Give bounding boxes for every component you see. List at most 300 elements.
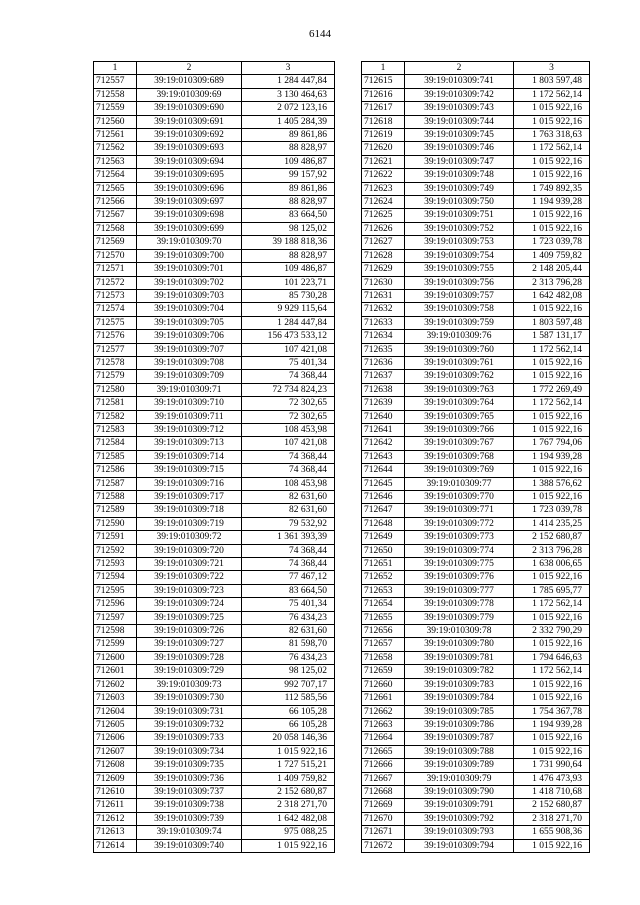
- value-cell: 77 467,12: [242, 571, 335, 584]
- value-cell: 101 223,71: [242, 276, 335, 289]
- row-number-cell: 712657: [362, 638, 405, 651]
- table-row: [94, 437, 335, 450]
- cadastral-number-cell: 39:19:010309:787: [405, 732, 514, 745]
- row-number-cell: 712559: [94, 102, 137, 115]
- table-row: [362, 772, 590, 785]
- table-row: [362, 477, 590, 490]
- value-cell: 1 015 922,16: [514, 169, 590, 182]
- cadastral-number-cell: 39:19:010309:782: [405, 665, 514, 678]
- row-number-cell: 712564: [94, 169, 137, 182]
- cadastral-number-cell: 39:19:010309:720: [137, 544, 242, 557]
- table-row: [94, 75, 335, 88]
- table-row: [94, 263, 335, 276]
- row-number-cell: 712587: [94, 477, 137, 490]
- cadastral-number-cell: 39:19:010309:767: [405, 437, 514, 450]
- cadastral-number-cell: 39:19:010309:721: [137, 558, 242, 571]
- value-cell: 39 188 818,36: [242, 236, 335, 249]
- cadastral-number-cell: 39:19:010309:702: [137, 276, 242, 289]
- cadastral-number-cell: 39:19:010309:707: [137, 343, 242, 356]
- value-cell: 85 730,28: [242, 289, 335, 302]
- table-row: [362, 316, 590, 329]
- table-row: [362, 544, 590, 557]
- table-row: [362, 397, 590, 410]
- column-header: 2: [405, 62, 514, 75]
- row-number-cell: 712672: [362, 839, 405, 852]
- cadastral-number-cell: 39:19:010309:698: [137, 209, 242, 222]
- table-row: [94, 678, 335, 691]
- table-row: [362, 129, 590, 142]
- row-number-cell: 712648: [362, 517, 405, 530]
- cadastral-number-cell: 39:19:010309:690: [137, 102, 242, 115]
- cadastral-number-cell: 39:19:010309:724: [137, 598, 242, 611]
- table-row: [94, 343, 335, 356]
- row-number-cell: 712611: [94, 799, 137, 812]
- row-number-cell: 712576: [94, 330, 137, 343]
- value-cell: 1 405 284,39: [242, 115, 335, 128]
- table-row: [362, 638, 590, 651]
- table-row: [94, 839, 335, 852]
- value-cell: 1 015 922,16: [514, 303, 590, 316]
- table-row: [94, 504, 335, 517]
- row-number-cell: 712646: [362, 491, 405, 504]
- value-cell: 3 130 464,63: [242, 88, 335, 101]
- column-header: 1: [94, 62, 137, 75]
- row-number-cell: 712627: [362, 236, 405, 249]
- table-row: [362, 88, 590, 101]
- row-number-cell: 712617: [362, 102, 405, 115]
- value-cell: 1 731 990,64: [514, 759, 590, 772]
- cadastral-number-cell: 39:19:010309:725: [137, 611, 242, 624]
- cadastral-number-cell: 39:19:010309:713: [137, 437, 242, 450]
- table-row: [362, 517, 590, 530]
- column-header: 2: [137, 62, 242, 75]
- table-row: [362, 196, 590, 209]
- table-row: [362, 491, 590, 504]
- cadastral-number-cell: 39:19:010309:769: [405, 464, 514, 477]
- table-row: [362, 169, 590, 182]
- row-number-cell: 712639: [362, 397, 405, 410]
- value-cell: 107 421,08: [242, 437, 335, 450]
- cadastral-number-cell: 39:19:010309:71: [137, 383, 242, 396]
- row-number-cell: 712558: [94, 88, 137, 101]
- cadastral-number-cell: 39:19:010309:689: [137, 75, 242, 88]
- cadastral-number-cell: 39:19:010309:763: [405, 383, 514, 396]
- column-header: 1: [362, 62, 405, 75]
- row-number-cell: 712608: [94, 759, 137, 772]
- cadastral-number-cell: 39:19:010309:77: [405, 477, 514, 490]
- table-row: [94, 464, 335, 477]
- row-number-cell: 712654: [362, 598, 405, 611]
- cadastral-number-cell: 39:19:010309:743: [405, 102, 514, 115]
- value-cell: 108 453,98: [242, 477, 335, 490]
- cadastral-number-cell: 39:19:010309:776: [405, 571, 514, 584]
- row-number-cell: 712613: [94, 826, 137, 839]
- table-row: [94, 812, 335, 825]
- row-number-cell: 712577: [94, 343, 137, 356]
- row-number-cell: 712578: [94, 356, 137, 369]
- row-number-cell: 712591: [94, 531, 137, 544]
- cadastral-number-cell: 39:19:010309:773: [405, 531, 514, 544]
- value-cell: 88 828,97: [242, 142, 335, 155]
- row-number-cell: 712637: [362, 370, 405, 383]
- value-cell: 992 707,17: [242, 678, 335, 691]
- value-cell: 1 723 039,78: [514, 236, 590, 249]
- row-number-cell: 712604: [94, 705, 137, 718]
- table-row: [362, 115, 590, 128]
- page-number: 6144: [309, 28, 331, 40]
- value-cell: 98 125,02: [242, 222, 335, 235]
- row-number-cell: 712665: [362, 745, 405, 758]
- cadastral-number-cell: 39:19:010309:708: [137, 356, 242, 369]
- cadastral-number-cell: 39:19:010309:781: [405, 651, 514, 664]
- table-row: [94, 705, 335, 718]
- value-cell: 1 655 908,36: [514, 826, 590, 839]
- value-cell: 2 332 790,29: [514, 625, 590, 638]
- value-cell: 2 318 271,70: [242, 799, 335, 812]
- value-cell: 1 409 759,82: [242, 772, 335, 785]
- table-row: [362, 249, 590, 262]
- value-cell: 82 631,60: [242, 491, 335, 504]
- value-cell: 75 401,34: [242, 598, 335, 611]
- table-row: [362, 383, 590, 396]
- value-cell: 83 664,50: [242, 209, 335, 222]
- table-row: [362, 102, 590, 115]
- value-cell: 1 015 922,16: [514, 745, 590, 758]
- value-cell: 79 532,92: [242, 517, 335, 530]
- row-number-cell: 712663: [362, 718, 405, 731]
- table-row: [362, 222, 590, 235]
- row-number-cell: 712621: [362, 155, 405, 168]
- cadastral-number-cell: 39:19:010309:733: [137, 732, 242, 745]
- cadastral-number-cell: 39:19:010309:784: [405, 692, 514, 705]
- cadastral-number-cell: 39:19:010309:760: [405, 343, 514, 356]
- table-row: [362, 531, 590, 544]
- row-number-cell: 712623: [362, 182, 405, 195]
- value-cell: 156 473 533,12: [242, 330, 335, 343]
- value-cell: 109 486,87: [242, 263, 335, 276]
- row-number-cell: 712635: [362, 343, 405, 356]
- table-row: [362, 678, 590, 691]
- cadastral-number-cell: 39:19:010309:750: [405, 196, 514, 209]
- table-header-row: [94, 62, 335, 75]
- table-row: [362, 303, 590, 316]
- row-number-cell: 712618: [362, 115, 405, 128]
- table-row: [94, 129, 335, 142]
- table-row: [362, 356, 590, 369]
- row-number-cell: 712560: [94, 115, 137, 128]
- cadastral-number-cell: 39:19:010309:714: [137, 450, 242, 463]
- row-number-cell: 712624: [362, 196, 405, 209]
- table-row: [362, 584, 590, 597]
- table-row: [94, 571, 335, 584]
- cadastral-number-cell: 39:19:010309:694: [137, 155, 242, 168]
- row-number-cell: 712662: [362, 705, 405, 718]
- table-row: [94, 772, 335, 785]
- value-cell: 1 785 695,77: [514, 584, 590, 597]
- cadastral-number-cell: 39:19:010309:742: [405, 88, 514, 101]
- value-cell: 1 015 922,16: [514, 370, 590, 383]
- cadastral-number-cell: 39:19:010309:777: [405, 584, 514, 597]
- table-row: [94, 638, 335, 651]
- cadastral-number-cell: 39:19:010309:754: [405, 249, 514, 262]
- value-cell: 1 587 131,17: [514, 330, 590, 343]
- table-row: [94, 477, 335, 490]
- value-cell: 72 302,65: [242, 410, 335, 423]
- row-number-cell: 712622: [362, 169, 405, 182]
- table-row: [362, 759, 590, 772]
- table-row: [94, 517, 335, 530]
- table-row: [94, 169, 335, 182]
- row-number-cell: 712616: [362, 88, 405, 101]
- value-cell: 1 172 562,14: [514, 598, 590, 611]
- value-cell: 1 015 922,16: [514, 611, 590, 624]
- cadastral-number-cell: 39:19:010309:793: [405, 826, 514, 839]
- value-cell: 108 453,98: [242, 423, 335, 436]
- value-cell: 1 015 922,16: [242, 745, 335, 758]
- row-number-cell: 712626: [362, 222, 405, 235]
- row-number-cell: 712570: [94, 249, 137, 262]
- row-number-cell: 712641: [362, 423, 405, 436]
- cadastral-number-cell: 39:19:010309:718: [137, 504, 242, 517]
- cadastral-number-cell: 39:19:010309:762: [405, 370, 514, 383]
- cadastral-number-cell: 39:19:010309:778: [405, 598, 514, 611]
- table-row: [94, 182, 335, 195]
- table-row: [94, 196, 335, 209]
- value-cell: 1 015 922,16: [242, 839, 335, 852]
- cadastral-number-cell: 39:19:010309:794: [405, 839, 514, 852]
- table-row: [362, 718, 590, 731]
- table-row: [94, 249, 335, 262]
- row-number-cell: 712647: [362, 504, 405, 517]
- cadastral-number-cell: 39:19:010309:755: [405, 263, 514, 276]
- value-cell: 1 015 922,16: [514, 102, 590, 115]
- cadastral-number-cell: 39:19:010309:770: [405, 491, 514, 504]
- row-number-cell: 712569: [94, 236, 137, 249]
- cadastral-number-cell: 39:19:010309:757: [405, 289, 514, 302]
- cadastral-number-cell: 39:19:010309:78: [405, 625, 514, 638]
- table-row: [362, 142, 590, 155]
- value-cell: 1 803 597,48: [514, 75, 590, 88]
- row-number-cell: 712597: [94, 611, 137, 624]
- cadastral-number-cell: 39:19:010309:790: [405, 785, 514, 798]
- table-header-row: [362, 62, 590, 75]
- value-cell: 88 828,97: [242, 249, 335, 262]
- cadastral-number-cell: 39:19:010309:785: [405, 705, 514, 718]
- cadastral-number-cell: 39:19:010309:710: [137, 397, 242, 410]
- cadastral-number-cell: 39:19:010309:752: [405, 222, 514, 235]
- row-number-cell: 712582: [94, 410, 137, 423]
- cadastral-number-cell: 39:19:010309:766: [405, 423, 514, 436]
- cadastral-number-cell: 39:19:010309:695: [137, 169, 242, 182]
- row-number-cell: 712601: [94, 665, 137, 678]
- cadastral-number-cell: 39:19:010309:728: [137, 651, 242, 664]
- row-number-cell: 712588: [94, 491, 137, 504]
- value-cell: 109 486,87: [242, 155, 335, 168]
- cadastral-number-cell: 39:19:010309:717: [137, 491, 242, 504]
- row-number-cell: 712562: [94, 142, 137, 155]
- value-cell: 2 152 680,87: [242, 785, 335, 798]
- cadastral-number-cell: 39:19:010309:711: [137, 410, 242, 423]
- value-cell: 1 015 922,16: [514, 678, 590, 691]
- table-row: [94, 102, 335, 115]
- cadastral-number-cell: 39:19:010309:70: [137, 236, 242, 249]
- row-number-cell: 712606: [94, 732, 137, 745]
- value-cell: 83 664,50: [242, 584, 335, 597]
- row-number-cell: 712584: [94, 437, 137, 450]
- value-cell: 1 015 922,16: [514, 638, 590, 651]
- cadastral-number-cell: 39:19:010309:732: [137, 718, 242, 731]
- value-cell: 1 754 367,78: [514, 705, 590, 718]
- row-number-cell: 712600: [94, 651, 137, 664]
- table-row: [362, 263, 590, 276]
- cadastral-number-cell: 39:19:010309:701: [137, 263, 242, 276]
- cadastral-number-cell: 39:19:010309:73: [137, 678, 242, 691]
- row-number-cell: 712631: [362, 289, 405, 302]
- value-cell: 66 105,28: [242, 705, 335, 718]
- table-row: [362, 450, 590, 463]
- cadastral-number-cell: 39:19:010309:753: [405, 236, 514, 249]
- cadastral-number-cell: 39:19:010309:786: [405, 718, 514, 731]
- cadastral-number-cell: 39:19:010309:693: [137, 142, 242, 155]
- row-number-cell: 712638: [362, 383, 405, 396]
- value-cell: 2 152 680,87: [514, 531, 590, 544]
- table-row: [94, 276, 335, 289]
- row-number-cell: 712594: [94, 571, 137, 584]
- cadastral-number-cell: 39:19:010309:768: [405, 450, 514, 463]
- table-row: [94, 209, 335, 222]
- table-row: [362, 236, 590, 249]
- row-number-cell: 712603: [94, 692, 137, 705]
- row-number-cell: 712574: [94, 303, 137, 316]
- row-number-cell: 712649: [362, 531, 405, 544]
- cadastral-number-cell: 39:19:010309:699: [137, 222, 242, 235]
- row-number-cell: 712645: [362, 477, 405, 490]
- value-cell: 112 585,56: [242, 692, 335, 705]
- cadastral-number-cell: 39:19:010309:704: [137, 303, 242, 316]
- cadastral-number-cell: 39:19:010309:719: [137, 517, 242, 530]
- column-header: 3: [514, 62, 590, 75]
- row-number-cell: 712580: [94, 383, 137, 396]
- table-row: [362, 692, 590, 705]
- table-row: [94, 759, 335, 772]
- table-row: [94, 222, 335, 235]
- row-number-cell: 712581: [94, 397, 137, 410]
- table-row: [362, 182, 590, 195]
- cadastral-number-cell: 39:19:010309:771: [405, 504, 514, 517]
- row-number-cell: 712643: [362, 450, 405, 463]
- table-row: [94, 423, 335, 436]
- value-cell: 76 434,23: [242, 651, 335, 664]
- table-row: [94, 316, 335, 329]
- value-cell: 74 368,44: [242, 370, 335, 383]
- row-number-cell: 712561: [94, 129, 137, 142]
- cadastral-number-cell: 39:19:010309:736: [137, 772, 242, 785]
- row-number-cell: 712593: [94, 558, 137, 571]
- table-row: [362, 611, 590, 624]
- value-cell: 1 388 576,62: [514, 477, 590, 490]
- table-row: [94, 236, 335, 249]
- value-cell: 1 015 922,16: [514, 209, 590, 222]
- left-table-body: [94, 75, 335, 853]
- value-cell: 88 828,97: [242, 196, 335, 209]
- row-number-cell: 712632: [362, 303, 405, 316]
- cadastral-number-cell: 39:19:010309:749: [405, 182, 514, 195]
- row-number-cell: 712661: [362, 692, 405, 705]
- cadastral-number-cell: 39:19:010309:737: [137, 785, 242, 798]
- row-number-cell: 712669: [362, 799, 405, 812]
- table-row: [94, 370, 335, 383]
- value-cell: 1 172 562,14: [514, 665, 590, 678]
- row-number-cell: 712640: [362, 410, 405, 423]
- cadastral-number-cell: 39:19:010309:783: [405, 678, 514, 691]
- row-number-cell: 712670: [362, 812, 405, 825]
- cadastral-number-cell: 39:19:010309:692: [137, 129, 242, 142]
- column-header: 3: [242, 62, 335, 75]
- table-row: [94, 544, 335, 557]
- table-row: [362, 839, 590, 852]
- value-cell: 66 105,28: [242, 718, 335, 731]
- cadastral-number-cell: 39:19:010309:739: [137, 812, 242, 825]
- cadastral-number-cell: 39:19:010309:758: [405, 303, 514, 316]
- table-row: [94, 303, 335, 316]
- table-row: [94, 745, 335, 758]
- row-number-cell: 712651: [362, 558, 405, 571]
- table-row: [362, 799, 590, 812]
- table-row: [94, 115, 335, 128]
- cadastral-number-cell: 39:19:010309:792: [405, 812, 514, 825]
- row-number-cell: 712668: [362, 785, 405, 798]
- row-number-cell: 712572: [94, 276, 137, 289]
- cadastral-number-cell: 39:19:010309:748: [405, 169, 514, 182]
- value-cell: 2 148 205,44: [514, 263, 590, 276]
- table-row: [362, 410, 590, 423]
- row-number-cell: 712575: [94, 316, 137, 329]
- value-cell: 1 642 482,08: [514, 289, 590, 302]
- cadastral-number-cell: 39:19:010309:779: [405, 611, 514, 624]
- value-cell: 2 313 796,28: [514, 276, 590, 289]
- value-cell: 74 368,44: [242, 558, 335, 571]
- cadastral-number-cell: 39:19:010309:730: [137, 692, 242, 705]
- row-number-cell: 712653: [362, 584, 405, 597]
- cadastral-number-cell: 39:19:010309:761: [405, 356, 514, 369]
- value-cell: 1 727 515,21: [242, 759, 335, 772]
- table-row: [362, 651, 590, 664]
- row-number-cell: 712630: [362, 276, 405, 289]
- row-number-cell: 712566: [94, 196, 137, 209]
- table-row: [362, 370, 590, 383]
- value-cell: 72 302,65: [242, 397, 335, 410]
- value-cell: 82 631,60: [242, 625, 335, 638]
- value-cell: 1 172 562,14: [514, 142, 590, 155]
- cadastral-number-cell: 39:19:010309:706: [137, 330, 242, 343]
- value-cell: 72 734 824,23: [242, 383, 335, 396]
- value-cell: 1 772 269,49: [514, 383, 590, 396]
- value-cell: 1 638 006,65: [514, 558, 590, 571]
- table-row: [94, 826, 335, 839]
- table-row: [362, 504, 590, 517]
- row-number-cell: 712619: [362, 129, 405, 142]
- table-row: [94, 88, 335, 101]
- cadastral-number-cell: 39:19:010309:756: [405, 276, 514, 289]
- row-number-cell: 712563: [94, 155, 137, 168]
- table-row: [94, 598, 335, 611]
- table-row: [362, 437, 590, 450]
- row-number-cell: 712666: [362, 759, 405, 772]
- cadastral-number-cell: 39:19:010309:722: [137, 571, 242, 584]
- value-cell: 1 172 562,14: [514, 88, 590, 101]
- value-cell: 1 361 393,39: [242, 531, 335, 544]
- value-cell: 1 015 922,16: [514, 491, 590, 504]
